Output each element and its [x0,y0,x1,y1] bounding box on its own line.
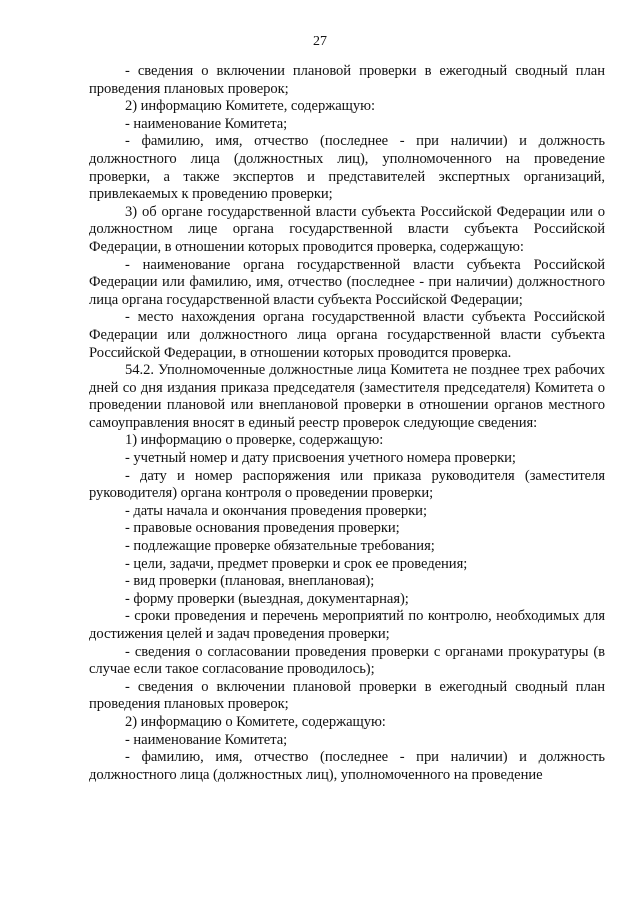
page-number: 27 [313,34,327,49]
paragraph: 2) информацию Комитете, содержащую: [125,98,375,115]
paragraph: - подлежащие проверке обязательные требования; [125,538,435,555]
paragraph: - место нахождения органа государственной власти субъекта Российской Федерации или должностного лица органа государственной власти субъекта Российской Федерации, в отношении которых проводится проверка. [89,309,605,361]
paragraph: 2) информацию о Комитете, содержащую: [125,713,386,730]
paragraph: - вид проверки (плановая, внеплановая); [125,573,375,590]
paragraph: - учетный номер и дату присвоения учетного номера проверки; [125,450,516,467]
paragraph: - даты начала и окончания проведения проверки; [125,502,427,519]
paragraph: 3) об органе государственной власти субъекта Российской Федерации или о должностном лице органа государственной власти субъекта Российской Федерации, в отношении которых проводится проверка, содержащую: [89,203,605,255]
paragraph: - наименование Комитета; [125,115,288,132]
paragraph: - сроки проведения и перечень мероприятий по контролю, необходимых для достижения целей и задач проведения проверки; [89,608,605,642]
paragraph: - сведения о согласовании проведения проверки с органами прокуратуры (в случае если такое согласование проводилось); [89,643,605,678]
paragraph: - правовые основания проведения проверки; [125,520,400,537]
paragraph: - сведения о включении плановой проверки в ежегодный сводный план проведения плановых проверок; [89,63,605,97]
document-body [89,63,605,784]
paragraph: - цели, задачи, предмет проверки и срок ее проведения; [125,555,468,572]
paragraph: - сведения о включении плановой проверки в ежегодный сводный план проведения плановых проверок; [89,678,605,713]
paragraph: - дату и номер распоряжения или приказа руководителя (заместителя руководителя) органа контроля о проведении проверки; [89,467,605,502]
paragraph: 54.2. Уполномоченные должностные лица Комитета не позднее трех рабочих дней со дня издания приказа председателя (заместителя председателя) Комитета о проведении плановой или внеплановой проверки в отношении органов местного самоуправления вносят в единый реестр проверок следующие сведения: [89,362,605,431]
paragraph: - наименование Комитета; [125,731,288,748]
paragraph: - наименование органа государственной власти субъекта Российской Федерации или фамилию, имя, отчество (последнее - при наличии) должностного лица органа государственной власти субъекта Российской Федерации; [89,256,605,308]
paragraph: 1) информацию о проверке, содержащую: [125,432,384,449]
paragraph: - фамилию, имя, отчество (последнее - при наличии) и должность должностного лица (должностных лиц), уполномоченного на проведение [89,749,605,783]
paragraph: - фамилию, имя, отчество (последнее - при наличии) и должность должностного лица (должностных лиц), уполномоченного на проведение проверки, а также экспертов и представителей экспертных организаций, привлекаемых к проведению проверки; [89,133,605,203]
paragraph: - форму проверки (выездная, документарная); [125,590,409,607]
